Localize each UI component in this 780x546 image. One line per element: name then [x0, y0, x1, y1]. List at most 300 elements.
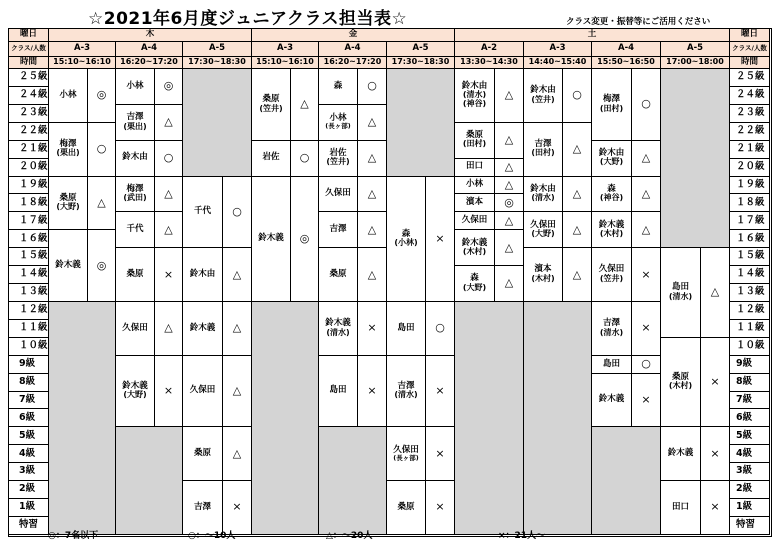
instructor-name[interactable]: [116, 302, 155, 356]
legend-item-21: ×：21人～: [498, 531, 546, 541]
capacity-mark[interactable]: △: [155, 302, 183, 356]
instructor-name-line: 鈴木由: [530, 85, 556, 96]
level-label-left: ２４級: [9, 87, 49, 105]
capacity-mark[interactable]: △: [155, 212, 183, 248]
level-label-right: 6級: [730, 409, 770, 427]
instructor-name-line: (大野): [123, 390, 147, 400]
instructor-name[interactable]: [455, 159, 495, 177]
level-label-right: ２２級: [730, 123, 770, 141]
level-label-right: １７級: [730, 212, 770, 230]
capacity-mark[interactable]: ×: [426, 356, 455, 428]
instructor-name[interactable]: [387, 302, 426, 356]
legend-item-10: ○：～10人: [188, 531, 236, 541]
level-label-right: 4級: [730, 445, 770, 463]
level-label-right: 9級: [730, 356, 770, 374]
capacity-mark[interactable]: △: [155, 177, 183, 213]
instructor-name[interactable]: [661, 427, 701, 481]
instructor-name-line: 久保田: [189, 385, 216, 396]
level-label-left: １３級: [9, 284, 49, 302]
instructor-name-line: 小林: [465, 179, 483, 190]
instructor-name-line: (清水): [531, 193, 555, 203]
capacity-mark[interactable]: ○: [291, 141, 319, 177]
instructor-name-line: 鈴木義: [598, 394, 625, 405]
capacity-mark[interactable]: ◎: [88, 230, 116, 302]
instructor-name[interactable]: [592, 177, 632, 213]
unavailable-slot: [116, 427, 183, 535]
instructor-name[interactable]: [387, 481, 426, 535]
level-label-left: ２２級: [9, 123, 49, 141]
instructor-name-line: 梅澤: [59, 139, 77, 150]
unavailable-slot: [49, 302, 116, 535]
instructor-name-line: 吉澤: [329, 224, 347, 235]
capacity-mark[interactable]: △: [358, 212, 387, 248]
instructor-name-line: 桑原: [126, 268, 144, 279]
youbi-label-left: 曜日: [9, 29, 49, 42]
instructor-name[interactable]: [49, 123, 88, 177]
instructor-name[interactable]: [455, 123, 495, 159]
instructor-name-line: (大野): [462, 282, 487, 292]
instructor-name-line: 桑原: [397, 501, 415, 512]
level-label-left: １９級: [9, 177, 49, 195]
time-header: 15:10~16:10: [49, 57, 116, 69]
level-label-right: 8級: [730, 374, 770, 392]
instructor-name[interactable]: [455, 194, 495, 212]
instructor-name[interactable]: [387, 427, 426, 481]
instructor-name-line: (木村): [531, 273, 555, 283]
capacity-mark[interactable]: ×: [358, 302, 387, 356]
instructor-name[interactable]: [455, 69, 495, 123]
instructor-name-line: 鈴木義: [598, 219, 625, 230]
level-label-left: 9級: [9, 356, 49, 374]
capacity-mark[interactable]: ◎: [88, 69, 116, 123]
capacity-mark[interactable]: △: [358, 141, 387, 177]
capacity-mark[interactable]: △: [495, 123, 524, 159]
capacity-mark[interactable]: ×: [155, 356, 183, 428]
level-label-left: １０級: [9, 338, 49, 356]
instructor-name-line: 鈴木由: [598, 148, 625, 159]
instructor-name[interactable]: [183, 177, 223, 249]
capacity-mark[interactable]: △: [155, 105, 183, 141]
instructor-name-line: 小林: [59, 89, 77, 100]
instructor-name[interactable]: [387, 356, 426, 428]
instructor-name-line: (木村): [462, 246, 487, 256]
level-label-left: 2級: [9, 481, 49, 499]
class-header: A-4: [116, 42, 183, 57]
level-label-left: ２１級: [9, 141, 49, 159]
capacity-mark[interactable]: △: [632, 177, 661, 213]
capacity-mark[interactable]: ○: [563, 69, 592, 123]
instructor-name[interactable]: [116, 69, 155, 105]
level-label-right: １２級: [730, 302, 770, 320]
instructor-name[interactable]: [116, 212, 155, 248]
class-header: A-3: [49, 42, 116, 57]
instructor-name[interactable]: [252, 141, 291, 177]
capacity-mark[interactable]: ×: [426, 481, 455, 535]
level-label-right: １８級: [730, 194, 770, 212]
instructor-name-line: 桑原: [465, 130, 483, 141]
level-label-right: １１級: [730, 320, 770, 338]
level-label-right: ２３級: [730, 105, 770, 123]
instructor-name-line: 久保田: [461, 215, 488, 226]
instructor-name[interactable]: [49, 230, 88, 302]
capacity-mark[interactable]: △: [223, 248, 252, 302]
instructor-name[interactable]: [387, 177, 426, 302]
instructor-name-line: 千代: [193, 206, 211, 217]
level-label-left: ２０級: [9, 159, 49, 177]
level-label-right: 1級: [730, 499, 770, 517]
instructor-name-line: (田村): [462, 139, 487, 149]
level-label-left: 3級: [9, 463, 49, 481]
class-header: A-2: [455, 42, 524, 57]
schedule-table: [8, 28, 772, 537]
instructor-name[interactable]: [524, 212, 563, 248]
time-header: 16:20~17:20: [319, 57, 387, 69]
instructor-name[interactable]: [116, 141, 155, 177]
instructor-name-line: (大野): [599, 157, 624, 167]
instructor-name[interactable]: [661, 338, 701, 428]
level-label-right: 7級: [730, 392, 770, 410]
instructor-name-line: 島田: [602, 358, 620, 369]
time-header: 17:30~18:30: [183, 57, 252, 69]
capacity-mark[interactable]: ◎: [495, 194, 524, 212]
instructor-name-line: 梅澤: [602, 94, 620, 105]
instructor-name[interactable]: [524, 177, 563, 213]
class-header: A-3: [252, 42, 319, 57]
instructor-name-line: 森: [333, 80, 343, 91]
instructor-name[interactable]: [49, 177, 88, 231]
capacity-mark[interactable]: △: [223, 356, 252, 428]
instructor-name[interactable]: [319, 302, 358, 356]
unavailable-slot: [252, 302, 319, 535]
instructor-name-line: (清水): [668, 291, 693, 301]
instructor-name-line: 田口: [465, 161, 483, 172]
instructor-name-line: (田村): [531, 148, 555, 158]
instructor-name-line: 鈴木由: [530, 183, 556, 194]
instructor-name-line: 吉澤: [534, 139, 552, 150]
capacity-mark[interactable]: △: [563, 248, 592, 302]
level-label-right: １４級: [730, 266, 770, 284]
unavailable-slot: [387, 69, 455, 177]
instructor-name-line: 鈴木義: [325, 318, 351, 329]
instructor-name-line: 岩佐: [329, 148, 347, 159]
capacity-mark[interactable]: △: [358, 177, 387, 213]
instructor-name[interactable]: [116, 356, 155, 428]
instructor-name-line: 鈴木義: [258, 233, 284, 244]
unavailable-slot: [661, 69, 730, 248]
page-title: ☆2021年6月度ジュニアクラス担当表☆: [88, 9, 408, 29]
capacity-mark[interactable]: △: [223, 302, 252, 356]
usage-note: クラス変更・振替等にご活用ください: [566, 17, 711, 27]
level-label-left: １２級: [9, 302, 49, 320]
level-label-left: 4級: [9, 445, 49, 463]
class-header: A-5: [387, 42, 455, 57]
instructor-name-line: (木村): [599, 229, 624, 239]
level-label-left: 特習: [9, 517, 49, 535]
instructor-name-line: (小林): [394, 238, 418, 247]
capacity-mark[interactable]: ×: [358, 356, 387, 428]
instructor-name-line: (武田): [123, 193, 147, 203]
instructor-name[interactable]: [319, 69, 358, 105]
class-header: A-4: [592, 42, 661, 57]
instructor-name-line: (栗出): [123, 121, 147, 131]
capacity-mark[interactable]: ○: [358, 69, 387, 105]
level-label-right: 5級: [730, 427, 770, 445]
instructor-name-line: 鈴木義: [667, 448, 694, 459]
capacity-mark[interactable]: ×: [426, 427, 455, 481]
instructor-name-line: 桑原: [329, 268, 347, 279]
instructor-name-line: (長ヶ部): [325, 122, 351, 131]
level-label-left: ２５級: [9, 69, 49, 87]
instructor-name-line: 島田: [397, 322, 415, 333]
instructor-name[interactable]: [183, 248, 223, 302]
instructor-name-line: 鈴木義: [189, 322, 216, 333]
instructor-name-line: (神谷): [599, 193, 624, 203]
instructor-name[interactable]: [592, 212, 632, 248]
level-label-left: 7級: [9, 392, 49, 410]
level-label-right: １９級: [730, 177, 770, 195]
instructor-name[interactable]: [592, 248, 632, 302]
instructor-name-line: 森: [470, 273, 479, 284]
instructor-name[interactable]: [455, 266, 495, 302]
instructor-name[interactable]: [592, 356, 632, 374]
instructor-name-line: (田村): [599, 103, 624, 113]
instructor-name-line: 森: [401, 228, 411, 239]
instructor-name-line: (大野): [56, 202, 80, 212]
instructor-name-line: 小林: [126, 80, 144, 91]
capacity-mark[interactable]: ○: [426, 302, 455, 356]
capacity-mark[interactable]: ×: [155, 248, 183, 302]
instructor-name-line: 田口: [671, 501, 689, 512]
instructor-name[interactable]: [319, 356, 358, 428]
instructor-name[interactable]: [252, 69, 291, 141]
level-label-right: 特習: [730, 517, 770, 535]
time-header: 17:00~18:00: [661, 57, 730, 69]
instructor-name-line: 久保田: [530, 219, 556, 230]
level-label-left: １１級: [9, 320, 49, 338]
instructor-name-line: (神谷): [462, 99, 487, 109]
instructor-name[interactable]: [116, 105, 155, 141]
level-label-right: 2級: [730, 481, 770, 499]
instructor-name-line: (木村): [668, 381, 693, 391]
instructor-name[interactable]: [252, 177, 291, 302]
level-label-left: １６級: [9, 230, 49, 248]
instructor-name[interactable]: [183, 302, 223, 356]
instructor-name-line: (清水): [394, 390, 418, 400]
instructor-name[interactable]: [524, 123, 563, 177]
unavailable-slot: [319, 427, 387, 535]
instructor-name-line: 鈴木義: [55, 259, 81, 270]
capacity-mark[interactable]: ×: [426, 177, 455, 302]
level-label-right: ２５級: [730, 69, 770, 87]
capacity-mark[interactable]: ×: [701, 338, 730, 428]
time-header: 15:50~16:50: [592, 57, 661, 69]
instructor-name-line: 桑原: [193, 448, 211, 459]
instructor-name-line: (清水): [462, 90, 487, 100]
legend-item-20: △：～20人: [326, 531, 373, 541]
instructor-name[interactable]: [319, 248, 358, 302]
capacity-mark[interactable]: ○: [632, 356, 661, 374]
unavailable-slot: [524, 302, 592, 535]
instructor-name-line: 吉澤: [602, 318, 620, 329]
level-label-right: １６級: [730, 230, 770, 248]
instructor-name-line: (大野): [531, 229, 555, 239]
instructor-name[interactable]: [319, 177, 358, 213]
capacity-mark[interactable]: ×: [632, 374, 661, 428]
capacity-mark[interactable]: △: [291, 69, 319, 141]
instructor-name[interactable]: [455, 177, 495, 195]
instructor-name[interactable]: [183, 427, 223, 481]
instructor-name[interactable]: [592, 302, 632, 356]
instructor-name-line: 小林: [329, 113, 347, 123]
instructor-name-line: (長ヶ部): [393, 453, 419, 462]
capacity-mark[interactable]: △: [495, 266, 524, 302]
capacity-mark[interactable]: ○: [88, 123, 116, 177]
instructor-name-line: 桑原: [59, 192, 77, 203]
class-count-label-left: クラス/人数: [9, 42, 49, 57]
class-header: A-4: [319, 42, 387, 57]
legend-item-small: ◎：7名以下: [48, 531, 99, 541]
level-label-right: ２１級: [730, 141, 770, 159]
instructor-name[interactable]: [455, 230, 495, 266]
instructor-name[interactable]: [592, 374, 632, 428]
instructor-name-line: 桑原: [262, 94, 280, 105]
instructor-name-line: 島田: [329, 385, 347, 396]
instructor-name-line: (笠井): [531, 94, 555, 104]
capacity-mark[interactable]: △: [358, 105, 387, 141]
instructor-name-line: 濱本: [534, 264, 552, 275]
instructor-name-line: (笠井): [599, 273, 624, 283]
instructor-name[interactable]: [49, 69, 88, 123]
instructor-name[interactable]: [116, 248, 155, 302]
day-header: 金: [252, 29, 455, 42]
instructor-name-line: (笠井): [259, 103, 283, 113]
instructor-name-line: 濱本: [465, 197, 483, 208]
instructor-name[interactable]: [592, 141, 632, 177]
capacity-mark[interactable]: △: [495, 212, 524, 230]
instructor-name-line: 吉澤: [126, 112, 144, 123]
day-header: 木: [49, 29, 252, 42]
capacity-mark[interactable]: ○: [223, 177, 252, 249]
unavailable-slot: [183, 69, 252, 177]
capacity-mark[interactable]: ○: [632, 69, 661, 141]
instructor-name-line: (栗出): [56, 148, 80, 158]
instructor-name-line: 鈴木由: [189, 268, 216, 279]
instructor-name-line: 久保田: [122, 322, 148, 333]
day-header: 土: [455, 29, 730, 42]
instructor-name-line: 鈴木義: [461, 237, 488, 248]
time-header: 15:10~16:10: [252, 57, 319, 69]
instructor-name[interactable]: [524, 248, 563, 302]
instructor-name[interactable]: [183, 356, 223, 428]
level-label-right: ２４級: [730, 87, 770, 105]
capacity-mark[interactable]: △: [563, 212, 592, 248]
instructor-name-line: (清水): [599, 327, 624, 337]
instructor-name[interactable]: [183, 481, 223, 535]
capacity-mark[interactable]: △: [563, 177, 592, 213]
level-label-left: １７級: [9, 212, 49, 230]
instructor-name[interactable]: [116, 177, 155, 213]
capacity-mark[interactable]: △: [701, 248, 730, 338]
level-label-left: 1級: [9, 499, 49, 517]
capacity-mark[interactable]: △: [495, 230, 524, 266]
time-label-right: 時間: [730, 57, 770, 69]
class-count-label-right: クラス/人数: [730, 42, 770, 57]
capacity-mark[interactable]: △: [88, 177, 116, 231]
unavailable-slot: [455, 302, 524, 535]
class-header: A-3: [524, 42, 592, 57]
capacity-mark[interactable]: △: [632, 212, 661, 248]
time-header: 17:30~18:30: [387, 57, 455, 69]
instructor-name-line: 吉澤: [193, 501, 211, 512]
capacity-mark[interactable]: ×: [632, 248, 661, 302]
level-label-right: 3級: [730, 463, 770, 481]
level-label-right: ２０級: [730, 159, 770, 177]
level-label-left: １８級: [9, 194, 49, 212]
capacity-mark[interactable]: △: [495, 69, 524, 123]
time-header: 13:30~14:30: [455, 57, 524, 69]
instructor-name[interactable]: [455, 212, 495, 230]
capacity-mark[interactable]: △: [358, 248, 387, 302]
instructor-name-line: (清水): [326, 327, 350, 337]
time-label-left: 時間: [9, 57, 49, 69]
level-label-left: 6級: [9, 409, 49, 427]
capacity-mark[interactable]: ×: [701, 481, 730, 535]
level-label-right: １０級: [730, 338, 770, 356]
instructor-name-line: 鈴木由: [461, 80, 488, 91]
level-label-left: １４級: [9, 266, 49, 284]
capacity-mark[interactable]: △: [223, 427, 252, 481]
instructor-name-line: 久保田: [325, 188, 351, 199]
instructor-name[interactable]: [524, 69, 563, 123]
instructor-name-line: 吉澤: [397, 380, 415, 391]
instructor-name-line: 岩佐: [262, 152, 280, 163]
capacity-mark[interactable]: △: [563, 123, 592, 177]
instructor-name[interactable]: [661, 248, 701, 338]
youbi-label-right: 曜日: [730, 29, 770, 42]
level-label-left: ２３級: [9, 105, 49, 123]
level-label-left: 5級: [9, 427, 49, 445]
time-header: 14:40~15:40: [524, 57, 592, 69]
instructor-name-line: 鈴木由: [122, 152, 148, 163]
level-label-right: １５級: [730, 248, 770, 266]
instructor-name-line: 久保田: [598, 264, 625, 275]
level-label-left: 8級: [9, 374, 49, 392]
instructor-name[interactable]: [661, 481, 701, 535]
capacity-mark[interactable]: △: [495, 177, 524, 195]
instructor-name-line: 鈴木義: [122, 380, 148, 391]
instructor-name-line: 千代: [126, 224, 144, 235]
instructor-name-line: 森: [607, 183, 616, 194]
capacity-mark[interactable]: ×: [223, 481, 252, 535]
instructor-name-line: 島田: [671, 282, 689, 293]
capacity-mark[interactable]: ×: [701, 427, 730, 481]
instructor-name[interactable]: [592, 69, 632, 141]
capacity-mark[interactable]: ◎: [155, 69, 183, 105]
time-header: 16:20~17:20: [116, 57, 183, 69]
capacity-mark[interactable]: ◎: [291, 177, 319, 302]
capacity-mark[interactable]: ○: [155, 141, 183, 177]
capacity-mark[interactable]: △: [632, 141, 661, 177]
instructor-name[interactable]: [319, 212, 358, 248]
instructor-name[interactable]: [319, 141, 358, 177]
instructor-name[interactable]: [319, 105, 358, 141]
capacity-mark[interactable]: △: [495, 159, 524, 177]
unavailable-slot: [592, 427, 661, 535]
capacity-mark[interactable]: ×: [632, 302, 661, 356]
instructor-name-line: 桑原: [671, 372, 689, 383]
level-label-left: １５級: [9, 248, 49, 266]
instructor-name-line: 久保田: [393, 444, 419, 455]
